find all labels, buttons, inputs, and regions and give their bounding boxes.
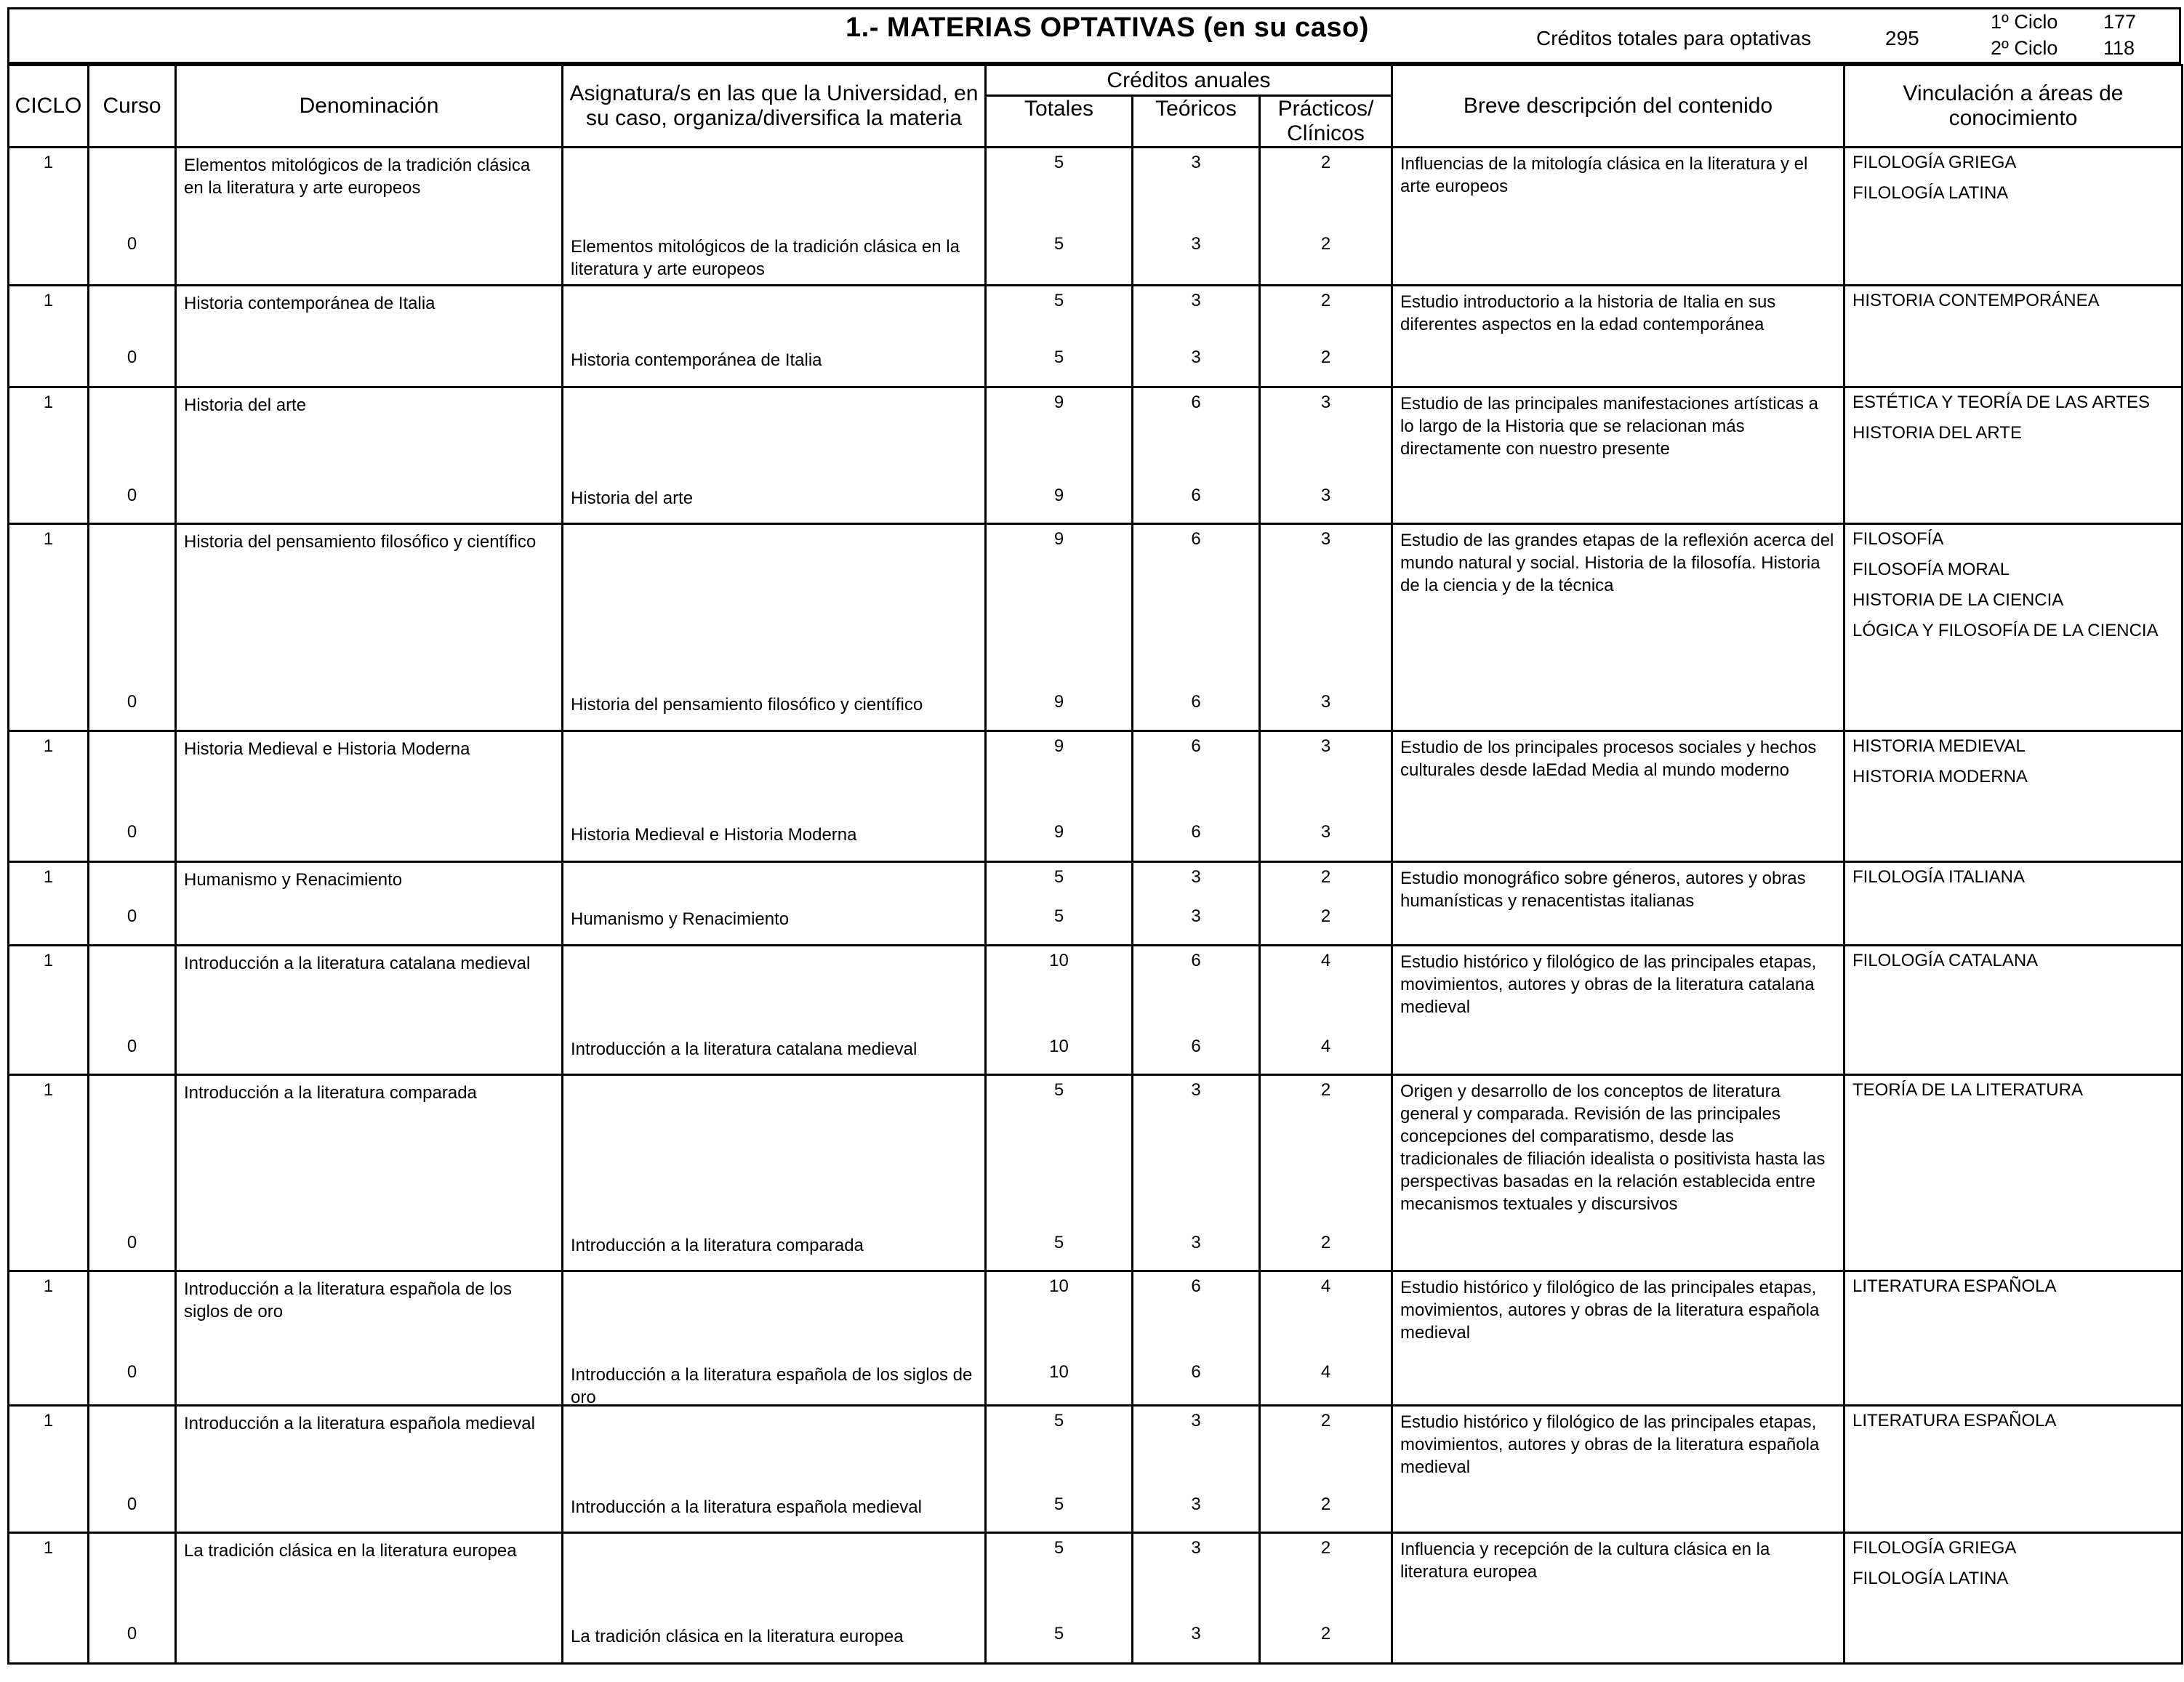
- area-conocimiento: FILOLOGÍA CATALANA: [1852, 951, 2039, 970]
- table-row: [9, 1406, 2183, 1533]
- optativas-sheet: [7, 7, 2181, 1679]
- sub-creditos-totales: 9: [1053, 822, 1064, 842]
- area-conocimiento: LITERATURA ESPAÑOLA: [1852, 1411, 2057, 1430]
- total-credits-label: Créditos totales para optativas: [1536, 27, 1812, 49]
- col-header-teoricos: Teóricos: [1133, 96, 1260, 148]
- areas-list: [1845, 1272, 2181, 1308]
- cycle2-value: 118: [2103, 37, 2135, 59]
- materia-name: Introducción a la literatura comparada: [184, 1083, 477, 1103]
- creditos-totales: 10: [1049, 1276, 1069, 1296]
- contenido-descripcion: Origen y desarrollo de los conceptos de literatura general y comparada. Revisión de las principales concepciones del comparatismo, desde las tradicionales de filiación idealista o positivista hasta las perspectivas basadas en la relación establecida entre mecanismos textuales y discursivos: [1400, 1082, 1826, 1214]
- sub-creditos-totales: 5: [1053, 1233, 1064, 1252]
- curso-value: 0: [127, 347, 137, 367]
- table-row: [9, 1075, 2183, 1271]
- col-header-vinculacion: Vinculación a áreas de conocimiento: [1844, 65, 2183, 148]
- ciclo-value: 1: [43, 736, 54, 756]
- creditos-teoricos: 6: [1191, 393, 1201, 412]
- areas-list: [1845, 863, 2181, 899]
- curso-value: 0: [127, 822, 137, 842]
- col-header-descripcion: Breve descripción del contenido: [1392, 65, 1844, 148]
- ciclo-value: 1: [43, 1080, 54, 1100]
- area-conocimiento: HISTORIA MODERNA: [1852, 767, 2028, 786]
- creditos-totales: 5: [1053, 1411, 1064, 1430]
- creditos-teoricos: 6: [1191, 1276, 1201, 1296]
- area-conocimiento: HISTORIA DE LA CIENCIA: [1852, 590, 2064, 610]
- sub-creditos-teoricos: 6: [1191, 486, 1201, 505]
- creditos-practicos: 4: [1320, 951, 1331, 970]
- asignatura-name: Elementos mitológicos de la tradición clásica en la literatura y arte europeos: [571, 237, 960, 279]
- asignatura-name: Historia del arte: [571, 488, 694, 508]
- creditos-practicos: 3: [1320, 529, 1331, 549]
- table-row: [9, 387, 2183, 524]
- sub-creditos-totales: 5: [1053, 906, 1064, 926]
- sub-creditos-totales: 5: [1053, 347, 1064, 367]
- asignatura-name: Humanismo y Renacimiento: [571, 909, 790, 929]
- sub-creditos-teoricos: 6: [1191, 1037, 1201, 1056]
- creditos-practicos: 3: [1320, 393, 1331, 412]
- creditos-teoricos: 3: [1191, 867, 1201, 887]
- table-row: [9, 946, 2183, 1075]
- creditos-practicos: 2: [1320, 153, 1331, 172]
- areas-list: [1845, 1534, 2181, 1601]
- area-conocimiento: LITERATURA ESPAÑOLA: [1852, 1276, 2057, 1296]
- sub-creditos-teoricos: 3: [1191, 347, 1201, 367]
- areas-list: [1845, 388, 2181, 455]
- asignatura-name: Historia del pensamiento filosófico y científico: [571, 695, 923, 715]
- ciclo-value: 1: [43, 867, 54, 887]
- creditos-totales: 5: [1053, 1538, 1064, 1558]
- contenido-descripcion: Estudio histórico y filológico de las principales etapas, movimientos, autores y obras de la literatura española medieval: [1400, 1412, 1820, 1477]
- materia-name: Elementos mitológicos de la tradición clásica en la literatura y arte europeos: [184, 156, 531, 198]
- col-header-curso: Curso: [89, 65, 176, 148]
- curso-value: 0: [127, 1494, 137, 1514]
- creditos-teoricos: 3: [1191, 1538, 1201, 1558]
- asignatura-name: Historia contemporánea de Italia: [571, 350, 822, 370]
- areas-list: [1845, 1407, 2181, 1443]
- col-header-practicos: Prácticos/ Clínicos: [1260, 96, 1392, 148]
- area-conocimiento: FILOLOGÍA LATINA: [1852, 1569, 2009, 1588]
- table-row: [9, 731, 2183, 862]
- creditos-teoricos: 3: [1191, 291, 1201, 310]
- sub-creditos-totales: 5: [1053, 1494, 1064, 1514]
- creditos-totales: 9: [1053, 393, 1064, 412]
- contenido-descripcion: Estudio de las principales manifestaciones artísticas a lo largo de la Historia que se relacionan más directamente con nuestro presente: [1400, 394, 1818, 459]
- creditos-totales: 9: [1053, 529, 1064, 549]
- creditos-practicos: 2: [1320, 867, 1331, 887]
- materia-name: Historia contemporánea de Italia: [184, 294, 435, 313]
- contenido-descripcion: Estudio introductorio a la historia de Italia en sus diferentes aspectos en la edad contemporánea: [1400, 292, 1776, 334]
- curso-value: 0: [127, 692, 137, 712]
- table-row: [9, 862, 2183, 946]
- sub-creditos-totales: 10: [1049, 1362, 1069, 1382]
- area-conocimiento: FILOSOFÍA: [1852, 529, 1944, 549]
- creditos-practicos: 2: [1320, 291, 1331, 310]
- materia-name: Introducción a la literatura catalana medieval: [184, 954, 531, 973]
- area-conocimiento: HISTORIA MEDIEVAL: [1852, 736, 2026, 756]
- ciclo-value: 1: [43, 951, 54, 970]
- creditos-teoricos: 6: [1191, 951, 1201, 970]
- materia-name: Historia Medieval e Historia Moderna: [184, 739, 470, 759]
- sub-creditos-practicos: 3: [1320, 692, 1331, 712]
- areas-list: [1845, 1076, 2181, 1112]
- cycle2-label: 2º Ciclo: [1991, 37, 2058, 59]
- sub-creditos-practicos: 2: [1320, 906, 1331, 926]
- materia-name: Historia del arte: [184, 395, 307, 415]
- creditos-teoricos: 3: [1191, 1411, 1201, 1430]
- ciclo-value: 1: [43, 153, 54, 172]
- area-conocimiento: ESTÉTICA Y TEORÍA DE LAS ARTES: [1852, 393, 2151, 412]
- asignatura-name: Historia Medieval e Historia Moderna: [571, 825, 857, 845]
- area-conocimiento: FILOLOGÍA LATINA: [1852, 183, 2009, 203]
- curso-value: 0: [127, 1037, 137, 1056]
- contenido-descripcion: Estudio de los principales procesos sociales y hechos culturales desde laEdad Media al mundo moderno: [1400, 738, 1817, 780]
- sub-creditos-teoricos: 3: [1191, 906, 1201, 926]
- contenido-descripcion: Estudio de las grandes etapas de la reflexión acerca del mundo natural y social. Historia de la filosofía. Historia de la ciencia y de la técnica: [1400, 531, 1834, 595]
- curso-value: 0: [127, 906, 137, 926]
- area-conocimiento: FILOLOGÍA GRIEGA: [1852, 153, 2017, 172]
- sub-creditos-totales: 5: [1053, 234, 1064, 254]
- area-conocimiento: FILOLOGÍA ITALIANA: [1852, 867, 2025, 887]
- areas-list: [1845, 525, 2181, 653]
- page-title: 1.- MATERIAS OPTATIVAS (en su caso): [846, 12, 1369, 43]
- curso-value: 0: [127, 486, 137, 505]
- creditos-teoricos: 6: [1191, 736, 1201, 756]
- creditos-practicos: 2: [1320, 1411, 1331, 1430]
- creditos-totales: 5: [1053, 1080, 1064, 1100]
- creditos-totales: 9: [1053, 736, 1064, 756]
- ciclo-value: 1: [43, 529, 54, 549]
- curso-value: 0: [127, 234, 137, 254]
- curso-value: 0: [127, 1362, 137, 1382]
- sub-creditos-practicos: 2: [1320, 1494, 1331, 1514]
- contenido-descripcion: Estudio histórico y filológico de las principales etapas, movimientos, autores y obras de la literatura catalana medieval: [1400, 952, 1817, 1017]
- sub-creditos-practicos: 4: [1320, 1362, 1331, 1382]
- ciclo-value: 1: [43, 1538, 54, 1558]
- contenido-descripcion: Estudio monográfico sobre géneros, autores y obras humanísticas y renacentistas italianas: [1400, 869, 1806, 911]
- col-header-denominacion: Denominación: [176, 65, 563, 148]
- area-conocimiento: HISTORIA DEL ARTE: [1852, 423, 2022, 443]
- sub-creditos-teoricos: 6: [1191, 1362, 1201, 1382]
- area-conocimiento: LÓGICA Y FILOSOFÍA DE LA CIENCIA: [1852, 621, 2159, 640]
- areas-list: [1845, 946, 2181, 983]
- sub-creditos-totales: 5: [1053, 1624, 1064, 1643]
- creditos-teoricos: 3: [1191, 1080, 1201, 1100]
- sub-creditos-teoricos: 6: [1191, 692, 1201, 712]
- areas-list: [1845, 732, 2181, 799]
- sub-creditos-practicos: 3: [1320, 486, 1331, 505]
- creditos-totales: 5: [1053, 291, 1064, 310]
- title-bar: [7, 7, 2181, 64]
- ciclo-value: 1: [43, 393, 54, 412]
- col-header-creditos-anuales: Créditos anuales: [986, 65, 1392, 96]
- materia-name: La tradición clásica en la literatura europea: [184, 1541, 517, 1561]
- creditos-practicos: 4: [1320, 1276, 1331, 1296]
- contenido-descripcion: Influencias de la mitología clásica en la literatura y el arte europeos: [1400, 154, 1808, 196]
- table-row: [9, 524, 2183, 731]
- asignatura-name: Introducción a la literatura catalana medieval: [571, 1039, 918, 1059]
- sub-creditos-teoricos: 3: [1191, 1233, 1201, 1252]
- col-header-asignaturas: Asignatura/s en las que la Universidad, en su caso, organiza/diversifica la materia: [563, 65, 986, 148]
- table-row: [9, 148, 2183, 286]
- areas-list: [1845, 148, 2181, 215]
- sub-creditos-totales: 9: [1053, 692, 1064, 712]
- sub-creditos-totales: 10: [1049, 1037, 1069, 1056]
- subjects-table: [7, 64, 2183, 1665]
- sub-creditos-totales: 9: [1053, 486, 1064, 505]
- sub-creditos-practicos: 3: [1320, 822, 1331, 842]
- materia-name: Historia del pensamiento filosófico y científico: [184, 532, 537, 552]
- area-conocimiento: TEORÍA DE LA LITERATURA: [1852, 1080, 2083, 1100]
- sub-creditos-teoricos: 3: [1191, 1494, 1201, 1514]
- sub-creditos-practicos: 2: [1320, 1233, 1331, 1252]
- creditos-totales: 10: [1049, 951, 1069, 970]
- materia-name: Introducción a la literatura española medieval: [184, 1414, 535, 1433]
- asignatura-name: La tradición clásica en la literatura europea: [571, 1627, 904, 1646]
- areas-list: [1845, 286, 2181, 323]
- asignatura-name: Introducción a la literatura comparada: [571, 1236, 864, 1255]
- cycle1-value: 177: [2103, 11, 2137, 33]
- creditos-practicos: 2: [1320, 1538, 1331, 1558]
- contenido-descripcion: Estudio histórico y filológico de las principales etapas, movimientos, autores y obras de la literatura española medieval: [1400, 1278, 1820, 1343]
- ciclo-value: 1: [43, 1411, 54, 1430]
- creditos-practicos: 2: [1320, 1080, 1331, 1100]
- area-conocimiento: HISTORIA CONTEMPORÁNEA: [1852, 291, 2100, 310]
- asignatura-name: Introducción a la literatura española de los siglos de oro: [571, 1365, 973, 1407]
- table-row: [9, 1533, 2183, 1664]
- col-header-totales: Totales: [986, 96, 1133, 148]
- ciclo-value: 1: [43, 291, 54, 310]
- asignatura-name: Introducción a la literatura española medieval: [571, 1497, 922, 1517]
- materia-name: Humanismo y Renacimiento: [184, 870, 403, 890]
- sub-creditos-practicos: 2: [1320, 1624, 1331, 1643]
- creditos-totales: 5: [1053, 867, 1064, 887]
- sub-creditos-practicos: 2: [1320, 347, 1331, 367]
- sub-creditos-teoricos: 6: [1191, 822, 1201, 842]
- creditos-practicos: 3: [1320, 736, 1331, 756]
- curso-value: 0: [127, 1624, 137, 1643]
- ciclo-value: 1: [43, 1276, 54, 1296]
- cycle1-label: 1º Ciclo: [1991, 11, 2058, 33]
- materia-name: Introducción a la literatura española de los siglos de oro: [184, 1279, 512, 1321]
- sub-creditos-teoricos: 3: [1191, 1624, 1201, 1643]
- curso-value: 0: [127, 1233, 137, 1252]
- area-conocimiento: FILOLOGÍA GRIEGA: [1852, 1538, 2017, 1558]
- col-header-ciclo: CICLO: [9, 65, 89, 148]
- creditos-teoricos: 3: [1191, 153, 1201, 172]
- table-row: [9, 1271, 2183, 1406]
- total-credits-value: 295: [1885, 27, 1919, 49]
- contenido-descripcion: Influencia y recepción de la cultura clásica en la literatura europea: [1400, 1540, 1770, 1582]
- sub-creditos-practicos: 4: [1320, 1037, 1331, 1056]
- sub-creditos-teoricos: 3: [1191, 234, 1201, 254]
- creditos-teoricos: 6: [1191, 529, 1201, 549]
- area-conocimiento: FILOSOFÍA MORAL: [1852, 560, 2010, 579]
- sub-creditos-practicos: 2: [1320, 234, 1331, 254]
- table-row: [9, 286, 2183, 387]
- creditos-totales: 5: [1053, 153, 1064, 172]
